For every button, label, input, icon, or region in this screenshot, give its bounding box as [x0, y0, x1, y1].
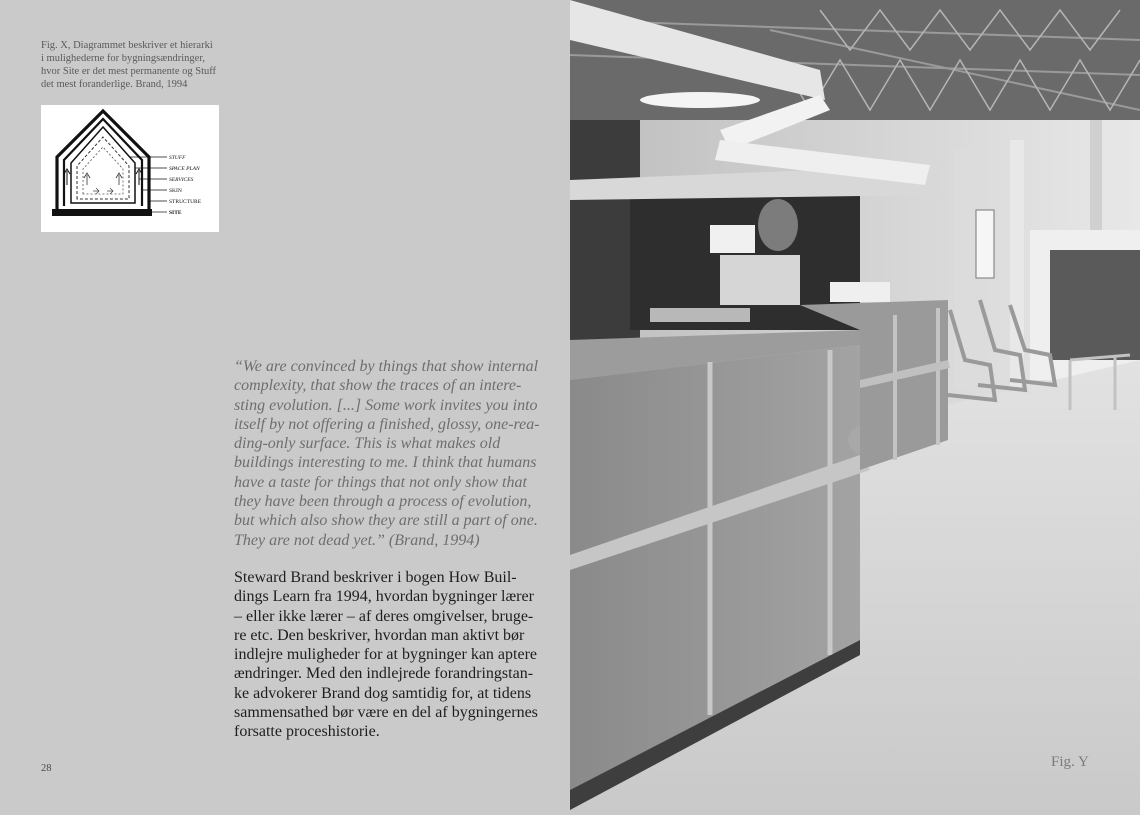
- label-space-plan: SPACE PLAN: [169, 166, 200, 172]
- quote-line: they have been through a process of evolution,: [234, 493, 532, 511]
- caption-line: i mulighederne for bygningsændringer,: [41, 53, 206, 64]
- quote-line: but which also show they are still a part of one.: [234, 512, 538, 530]
- right-page-photo: [570, 0, 1140, 815]
- body-line: re etc. Den beskriver, hvordan man aktivt bør: [234, 626, 525, 644]
- quote-line: complexity, that show the traces of an intere-: [234, 377, 522, 395]
- caption-line: Fig. X, Diagrammet beskriver et hierarki: [41, 40, 213, 51]
- quote-line: buildings interesting to me. I think that humans: [234, 454, 537, 472]
- page-number: 28: [41, 763, 52, 774]
- body-line: sammensathed bør være en del af bygningernes: [234, 704, 538, 722]
- body-paragraph: [234, 568, 554, 742]
- skin-layer: [64, 119, 142, 206]
- quote-line: They are not dead yet.” (Brand, 1994): [234, 531, 480, 549]
- body-line: Steward Brand beskriver i bogen How Buil-: [234, 569, 517, 586]
- house-layers-drawing: [41, 105, 219, 232]
- label-stuff: STUFF: [169, 155, 186, 161]
- caption-line: hvor Site er det mest permanente og Stuff: [41, 66, 217, 77]
- body-line: indlejre muligheder for at bygninger kan aptere: [234, 646, 537, 664]
- caption-line: det mest foranderlige. Brand, 1994: [41, 79, 188, 90]
- label-skin: SKIN: [169, 188, 182, 194]
- label-services: SERVICES: [169, 177, 194, 183]
- site-bar: [52, 209, 152, 216]
- body-line: ke advokerer Brand dog samtidig for, at tidens: [234, 684, 532, 702]
- quote-line: “We are convinced by things that show internal: [234, 358, 539, 375]
- quote-line: ding-only surface. This is what makes old: [234, 435, 501, 453]
- label-structure: STRUCTURE: [169, 199, 202, 205]
- figure-x-caption: [41, 39, 226, 91]
- body-line: – eller ikke lærer – af deres omgivelser, bruge-: [234, 607, 534, 625]
- label-site: SITE: [169, 210, 182, 216]
- body-line: dings Learn fra 1994, hvordan bygninger lærer: [234, 588, 534, 606]
- quote-line: itself by not offering a finished, glossy, one-rea-: [234, 415, 540, 433]
- quote-line: have a taste for things that not only show that: [234, 473, 527, 491]
- figure-y-label: Fig. Y: [1051, 754, 1089, 770]
- shearing-layers-diagram: [41, 105, 219, 232]
- quote-line: sting evolution. [...] Some work invites you into: [234, 396, 538, 414]
- services-layer: [71, 127, 135, 203]
- library-interior-photo: [570, 0, 1140, 815]
- body-line: forsatte proceshistorie.: [234, 723, 380, 741]
- space-plan-layer: [77, 137, 129, 199]
- brand-quote: [234, 357, 554, 550]
- body-line: ændringer. Med den indlejrede forandringstan-: [234, 665, 534, 683]
- stuff-layer: [83, 147, 123, 194]
